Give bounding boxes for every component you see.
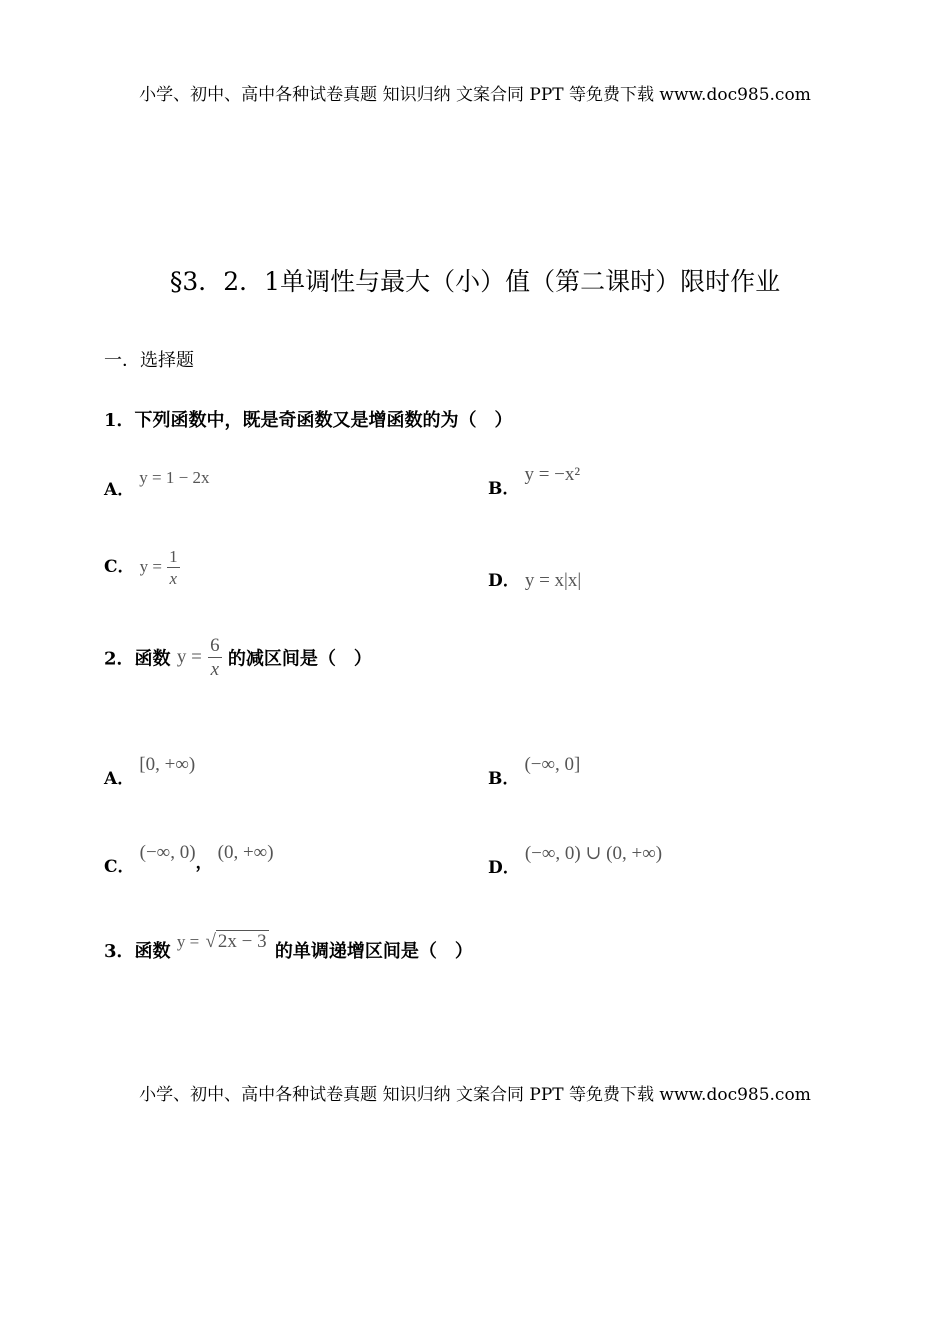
q1-option-d-expr: y = x|x| — [524, 570, 582, 591]
q2-option-b-label: B． — [488, 769, 520, 789]
q1-option-c-numerator: 1 — [169, 547, 178, 566]
q2-option-b-expr: (−∞, 0] — [524, 754, 581, 775]
q1-option-c-denominator: x — [169, 569, 178, 588]
q2-option-a-expr: [0, +∞) — [139, 754, 196, 775]
q2-option-c — [104, 842, 274, 877]
question-2-numerator: 6 — [210, 635, 220, 656]
q2-option-d — [488, 842, 662, 878]
q1-option-a-expr: y = 1 − 2x — [139, 468, 210, 487]
question-2-number: 2． — [104, 648, 135, 670]
question-2-fraction — [208, 636, 222, 679]
q2-option-b — [488, 754, 580, 789]
q1-option-b-expr: y = −x² — [524, 464, 581, 485]
question-2-denominator: x — [210, 659, 220, 680]
q2-option-d-expr: (−∞, 0) ∪ (0, +∞) — [524, 843, 663, 864]
question-2-prefix: 函数 — [134, 648, 171, 670]
question-3-suffix: 的单调递增区间是（ ） — [274, 941, 473, 962]
q2-option-c-expr-2: (0, +∞) — [217, 842, 274, 863]
q1-option-b-label: B． — [488, 479, 520, 499]
question-2-lhs: y = — [176, 646, 202, 668]
section-heading: 一．选择题 — [104, 350, 194, 371]
q1-option-c-lhs: y = — [139, 557, 162, 576]
page-header: 小学、初中、高中各种试卷真题 知识归纳 文案合同 PPT 等免费下载 www.doc985.com — [139, 85, 811, 105]
q1-option-a — [104, 468, 209, 500]
page-footer: 小学、初中、高中各种试卷真题 知识归纳 文案合同 PPT 等免费下载 www.doc985.com — [139, 1085, 811, 1105]
question-1-number: 1． — [104, 410, 135, 431]
q2-option-d-label: D． — [488, 858, 520, 878]
q2-option-c-separator: ， — [195, 853, 213, 873]
question-3-number: 3． — [104, 941, 135, 962]
question-2 — [104, 636, 372, 679]
q2-option-a — [104, 754, 195, 789]
q1-option-c — [104, 548, 180, 587]
question-2-suffix: 的减区间是（ ） — [227, 648, 372, 670]
question-3-prefix: 函数 — [134, 941, 171, 962]
q1-option-a-label: A． — [104, 480, 135, 500]
q1-option-d-label: D． — [488, 571, 520, 591]
q2-option-c-expr-1: (−∞, 0) — [139, 842, 196, 863]
question-1 — [104, 406, 513, 432]
q1-option-b — [488, 464, 580, 499]
q2-option-c-label: C． — [104, 857, 135, 877]
question-3-radicand: 2x − 3 — [217, 931, 267, 952]
question-3 — [104, 930, 473, 963]
question-3-lhs: y = — [176, 932, 200, 951]
q1-option-d — [488, 566, 581, 592]
q1-option-c-fraction — [167, 548, 180, 587]
q1-option-c-label: C． — [104, 557, 135, 577]
question-1-text: 下列函数中，既是奇函数又是增函数的为（ ） — [134, 410, 513, 431]
question-3-sqrt — [205, 930, 268, 953]
worksheet-title: §3．2．1单调性与最大（小）值（第二课时）限时作业 — [169, 267, 781, 296]
q2-option-a-label: A． — [104, 769, 135, 789]
sqrt-icon: √ — [205, 931, 216, 952]
